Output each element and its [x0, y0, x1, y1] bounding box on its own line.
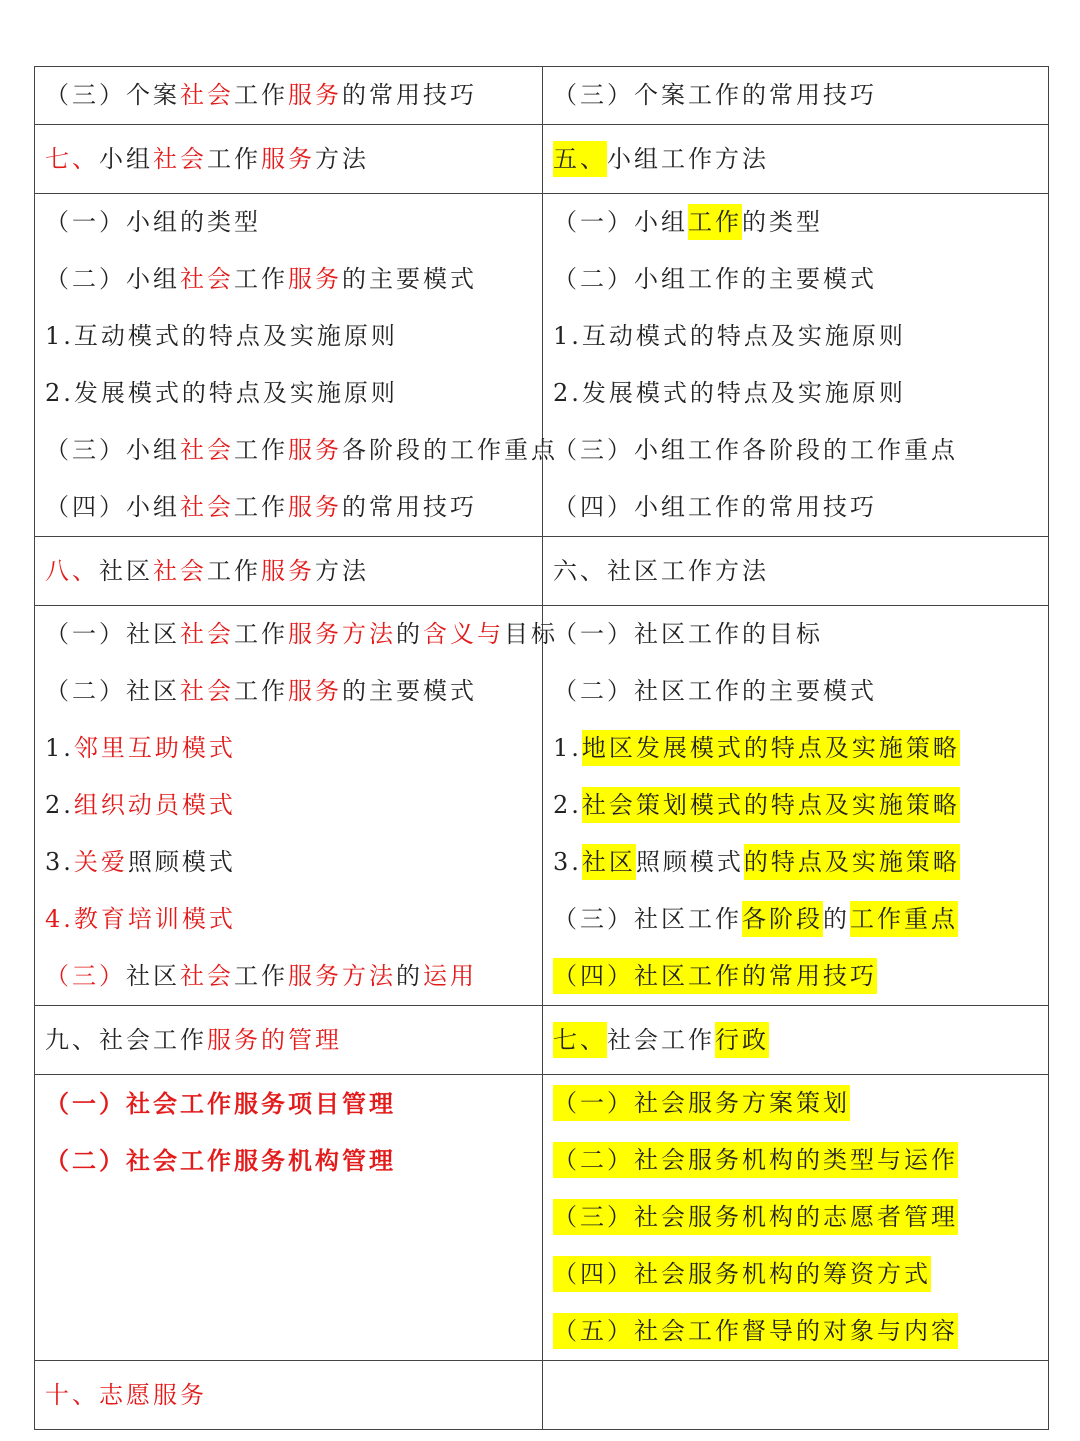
outline-item: [553, 1189, 1048, 1246]
outline-item: [45, 891, 542, 948]
highlighted-text: 五、: [553, 141, 607, 177]
outline-item: [45, 606, 558, 663]
text-segment: 的主要模式: [342, 677, 477, 705]
text-segment: 社区: [126, 962, 180, 990]
red-text: 运用: [423, 962, 477, 990]
text-segment: 各阶段的工作重点: [342, 436, 558, 464]
text-segment: 的常用技巧: [342, 81, 477, 109]
red-text: 服务: [288, 677, 342, 705]
text-segment: 工作: [234, 677, 288, 705]
text-segment: 小组: [99, 145, 153, 173]
old-syllabus-cell: [35, 67, 543, 125]
red-text: 社会: [153, 557, 207, 585]
section-heading: [45, 1006, 542, 1074]
outline-item: [45, 251, 542, 308]
red-text: 社会: [180, 436, 234, 464]
red-text: 八、: [45, 557, 99, 585]
text-segment: 的主要模式: [342, 265, 477, 293]
old-syllabus-cell: [35, 194, 558, 537]
highlighted-text: （三）社会服务机构的志愿者管理: [553, 1199, 958, 1235]
text-segment: 九、社会工作: [45, 1026, 207, 1054]
outline-item: [45, 720, 542, 777]
text-segment: 照顾模式: [127, 848, 236, 876]
outline-item: [553, 422, 1048, 479]
old-syllabus-cell: [35, 125, 543, 194]
text-segment: 工作: [234, 493, 288, 521]
outline-item: [45, 422, 558, 479]
text-segment: 3.: [553, 848, 582, 876]
outline-item: [553, 1303, 1048, 1360]
text-segment: 方法: [315, 145, 369, 173]
text-segment: 的类型: [742, 208, 823, 236]
highlighted-text: （一）社会服务方案策划: [553, 1085, 850, 1121]
outline-item: [553, 365, 1048, 422]
section-heading: [45, 537, 542, 605]
highlighted-text: 的特点及实施策略: [744, 844, 960, 880]
old-syllabus-cell: [35, 1075, 543, 1361]
red-text: 邻里互助模式: [73, 734, 236, 762]
old-syllabus-cell: [35, 537, 543, 606]
syllabus-comparison-table: [34, 66, 1049, 1430]
outline-item: [45, 365, 542, 422]
new-syllabus-cell: [543, 1075, 1049, 1361]
table-row: [35, 606, 1049, 1006]
new-syllabus-cell: [543, 1361, 1049, 1430]
text-segment: （二）社区工作的主要模式: [553, 677, 877, 705]
text-segment: 1.互动模式的特点及实施原则: [45, 322, 398, 350]
text-segment: （三）个案: [45, 81, 180, 109]
new-syllabus-cell: [543, 606, 1049, 1006]
red-text: （三）: [45, 962, 126, 990]
outline-item: [553, 834, 1048, 891]
section-heading: [553, 125, 1048, 193]
outline-item: [553, 479, 1048, 536]
outline-item: [553, 1246, 1048, 1303]
highlighted-text: 社会策划模式的特点及实施策略: [582, 787, 960, 823]
text-segment: 3.: [45, 848, 74, 876]
text-segment: 1.互动模式的特点及实施原则: [553, 322, 906, 350]
text-segment: 2.: [45, 791, 74, 819]
table-body: [35, 67, 1049, 1430]
highlighted-text: （二）社会服务机构的类型与运作: [553, 1142, 958, 1178]
text-segment: 2.发展模式的特点及实施原则: [553, 379, 906, 407]
text-segment: 1.: [553, 734, 582, 762]
text-segment: 的: [396, 962, 423, 990]
text-segment: （一）小组的类型: [45, 208, 261, 236]
text-segment: 1.: [45, 734, 74, 762]
outline-item: [45, 663, 542, 720]
outline-item: [553, 948, 1048, 1005]
text-segment: 的: [396, 620, 423, 648]
text-segment: （一）社区: [45, 620, 180, 648]
text-segment: 的: [823, 905, 850, 933]
table-row: [35, 194, 1049, 537]
old-syllabus-cell: [35, 1361, 543, 1430]
highlighted-text: 工作: [688, 204, 742, 240]
red-text: 关爱: [73, 848, 128, 876]
highlighted-text: 地区发展模式的特点及实施策略: [582, 730, 960, 766]
text-segment: 方法: [315, 557, 369, 585]
text-segment: 的常用技巧: [342, 493, 477, 521]
outline-item: [45, 194, 542, 251]
red-text: 服务: [288, 265, 342, 293]
text-segment: 工作: [234, 620, 288, 648]
table-row: [35, 1075, 1049, 1361]
red-text: 社会: [180, 81, 234, 109]
red-text: （二）社会工作服务机构管理: [45, 1146, 396, 1175]
outline-item: [553, 1132, 1048, 1189]
red-text: 服务: [288, 436, 342, 464]
red-text: 服务: [261, 557, 315, 585]
red-text: 服务的管理: [207, 1026, 342, 1054]
red-text: 十、志愿服务: [45, 1381, 207, 1409]
text-segment: 照顾模式: [635, 848, 744, 876]
text-segment: （三）社区工作: [553, 905, 742, 933]
text-segment: （三）个案工作的常用技巧: [553, 81, 877, 109]
red-text: 服务: [288, 493, 342, 521]
text-segment: 小组工作方法: [607, 145, 769, 173]
text-segment: （一）社区工作的目标: [553, 620, 823, 648]
section-header-row: [35, 1006, 1049, 1075]
text-segment: 工作: [207, 145, 261, 173]
outline-item: [553, 720, 1048, 777]
outline-item: [553, 777, 1048, 834]
new-syllabus-cell: [543, 125, 1049, 194]
section-heading: [553, 1006, 1048, 1074]
table-row: [35, 67, 1049, 125]
outline-item: [553, 251, 1048, 308]
outline-item: [553, 194, 1048, 251]
text-segment: （一）小组: [553, 208, 688, 236]
text-segment: （二）小组: [45, 265, 180, 293]
highlighted-text: （五）社会工作督导的对象与内容: [553, 1313, 958, 1349]
new-syllabus-cell: [543, 537, 1049, 606]
outline-item: [553, 67, 1048, 124]
text-segment: （四）小组: [45, 493, 180, 521]
text-segment: （二）社区: [45, 677, 180, 705]
section-header-row: [35, 125, 1049, 194]
red-text: 社会: [180, 962, 234, 990]
highlighted-text: （四）社区工作的常用技巧: [553, 958, 877, 994]
text-segment: 工作: [234, 962, 288, 990]
text-segment: （四）小组工作的常用技巧: [553, 493, 877, 521]
red-text: 服务方法: [288, 620, 396, 648]
new-syllabus-cell: [543, 67, 1049, 125]
outline-item: [45, 67, 542, 124]
outline-item: [553, 1075, 1048, 1132]
text-segment: 工作: [207, 557, 261, 585]
red-text: 社会: [180, 620, 234, 648]
highlighted-text: 各阶段: [742, 901, 823, 937]
text-segment: 2.: [553, 791, 582, 819]
red-text: 服务: [261, 145, 315, 173]
outline-item: [45, 1075, 542, 1132]
red-text: 组织动员模式: [73, 791, 236, 819]
red-text: （一）社会工作服务项目管理: [45, 1089, 396, 1118]
red-text: 社会: [180, 493, 234, 521]
red-text: 社会: [180, 265, 234, 293]
highlighted-text: 行政: [715, 1022, 769, 1058]
outline-item: [45, 834, 542, 891]
text-segment: 目标: [504, 620, 558, 648]
text-segment: 工作: [234, 436, 288, 464]
text-segment: （三）小组工作各阶段的工作重点: [553, 436, 958, 464]
outline-item: [553, 308, 1048, 365]
outline-item: [45, 948, 542, 1005]
section-header-row: [35, 537, 1049, 606]
red-text: 含义与: [423, 620, 504, 648]
section-heading: [45, 1361, 542, 1429]
old-syllabus-cell: [35, 1006, 543, 1075]
text-segment: 工作: [234, 265, 288, 293]
outline-item: [45, 479, 542, 536]
outline-item: [553, 891, 1048, 948]
outline-item: [45, 1132, 542, 1189]
empty-cell: [553, 1361, 1048, 1429]
red-text: 七、: [45, 145, 99, 173]
highlighted-text: 社区: [582, 844, 636, 880]
red-text: 服务: [288, 81, 342, 109]
text-segment: 工作: [234, 81, 288, 109]
red-text: 4.教育培训模式: [45, 905, 236, 933]
section-header-row: [35, 1361, 1049, 1430]
new-syllabus-cell: [543, 194, 1049, 537]
text-segment: （二）小组工作的主要模式: [553, 265, 877, 293]
old-syllabus-cell: [35, 606, 558, 1006]
outline-item: [553, 663, 1048, 720]
red-text: 社会: [153, 145, 207, 173]
new-syllabus-cell: [543, 1006, 1049, 1075]
highlighted-text: 七、: [553, 1022, 607, 1058]
outline-item: [553, 606, 1048, 663]
text-segment: 社会工作: [607, 1026, 715, 1054]
text-segment: 社区: [99, 557, 153, 585]
outline-item: [45, 308, 542, 365]
section-heading: [45, 125, 542, 193]
highlighted-text: 工作重点: [850, 901, 958, 937]
section-heading: [553, 537, 1048, 605]
text-segment: （三）小组: [45, 436, 180, 464]
text-segment: 2.发展模式的特点及实施原则: [45, 379, 398, 407]
red-text: 社会: [180, 677, 234, 705]
highlighted-text: （四）社会服务机构的筹资方式: [553, 1256, 931, 1292]
red-text: 服务方法: [288, 962, 396, 990]
text-segment: 六、社区工作方法: [553, 557, 769, 585]
outline-item: [45, 777, 542, 834]
